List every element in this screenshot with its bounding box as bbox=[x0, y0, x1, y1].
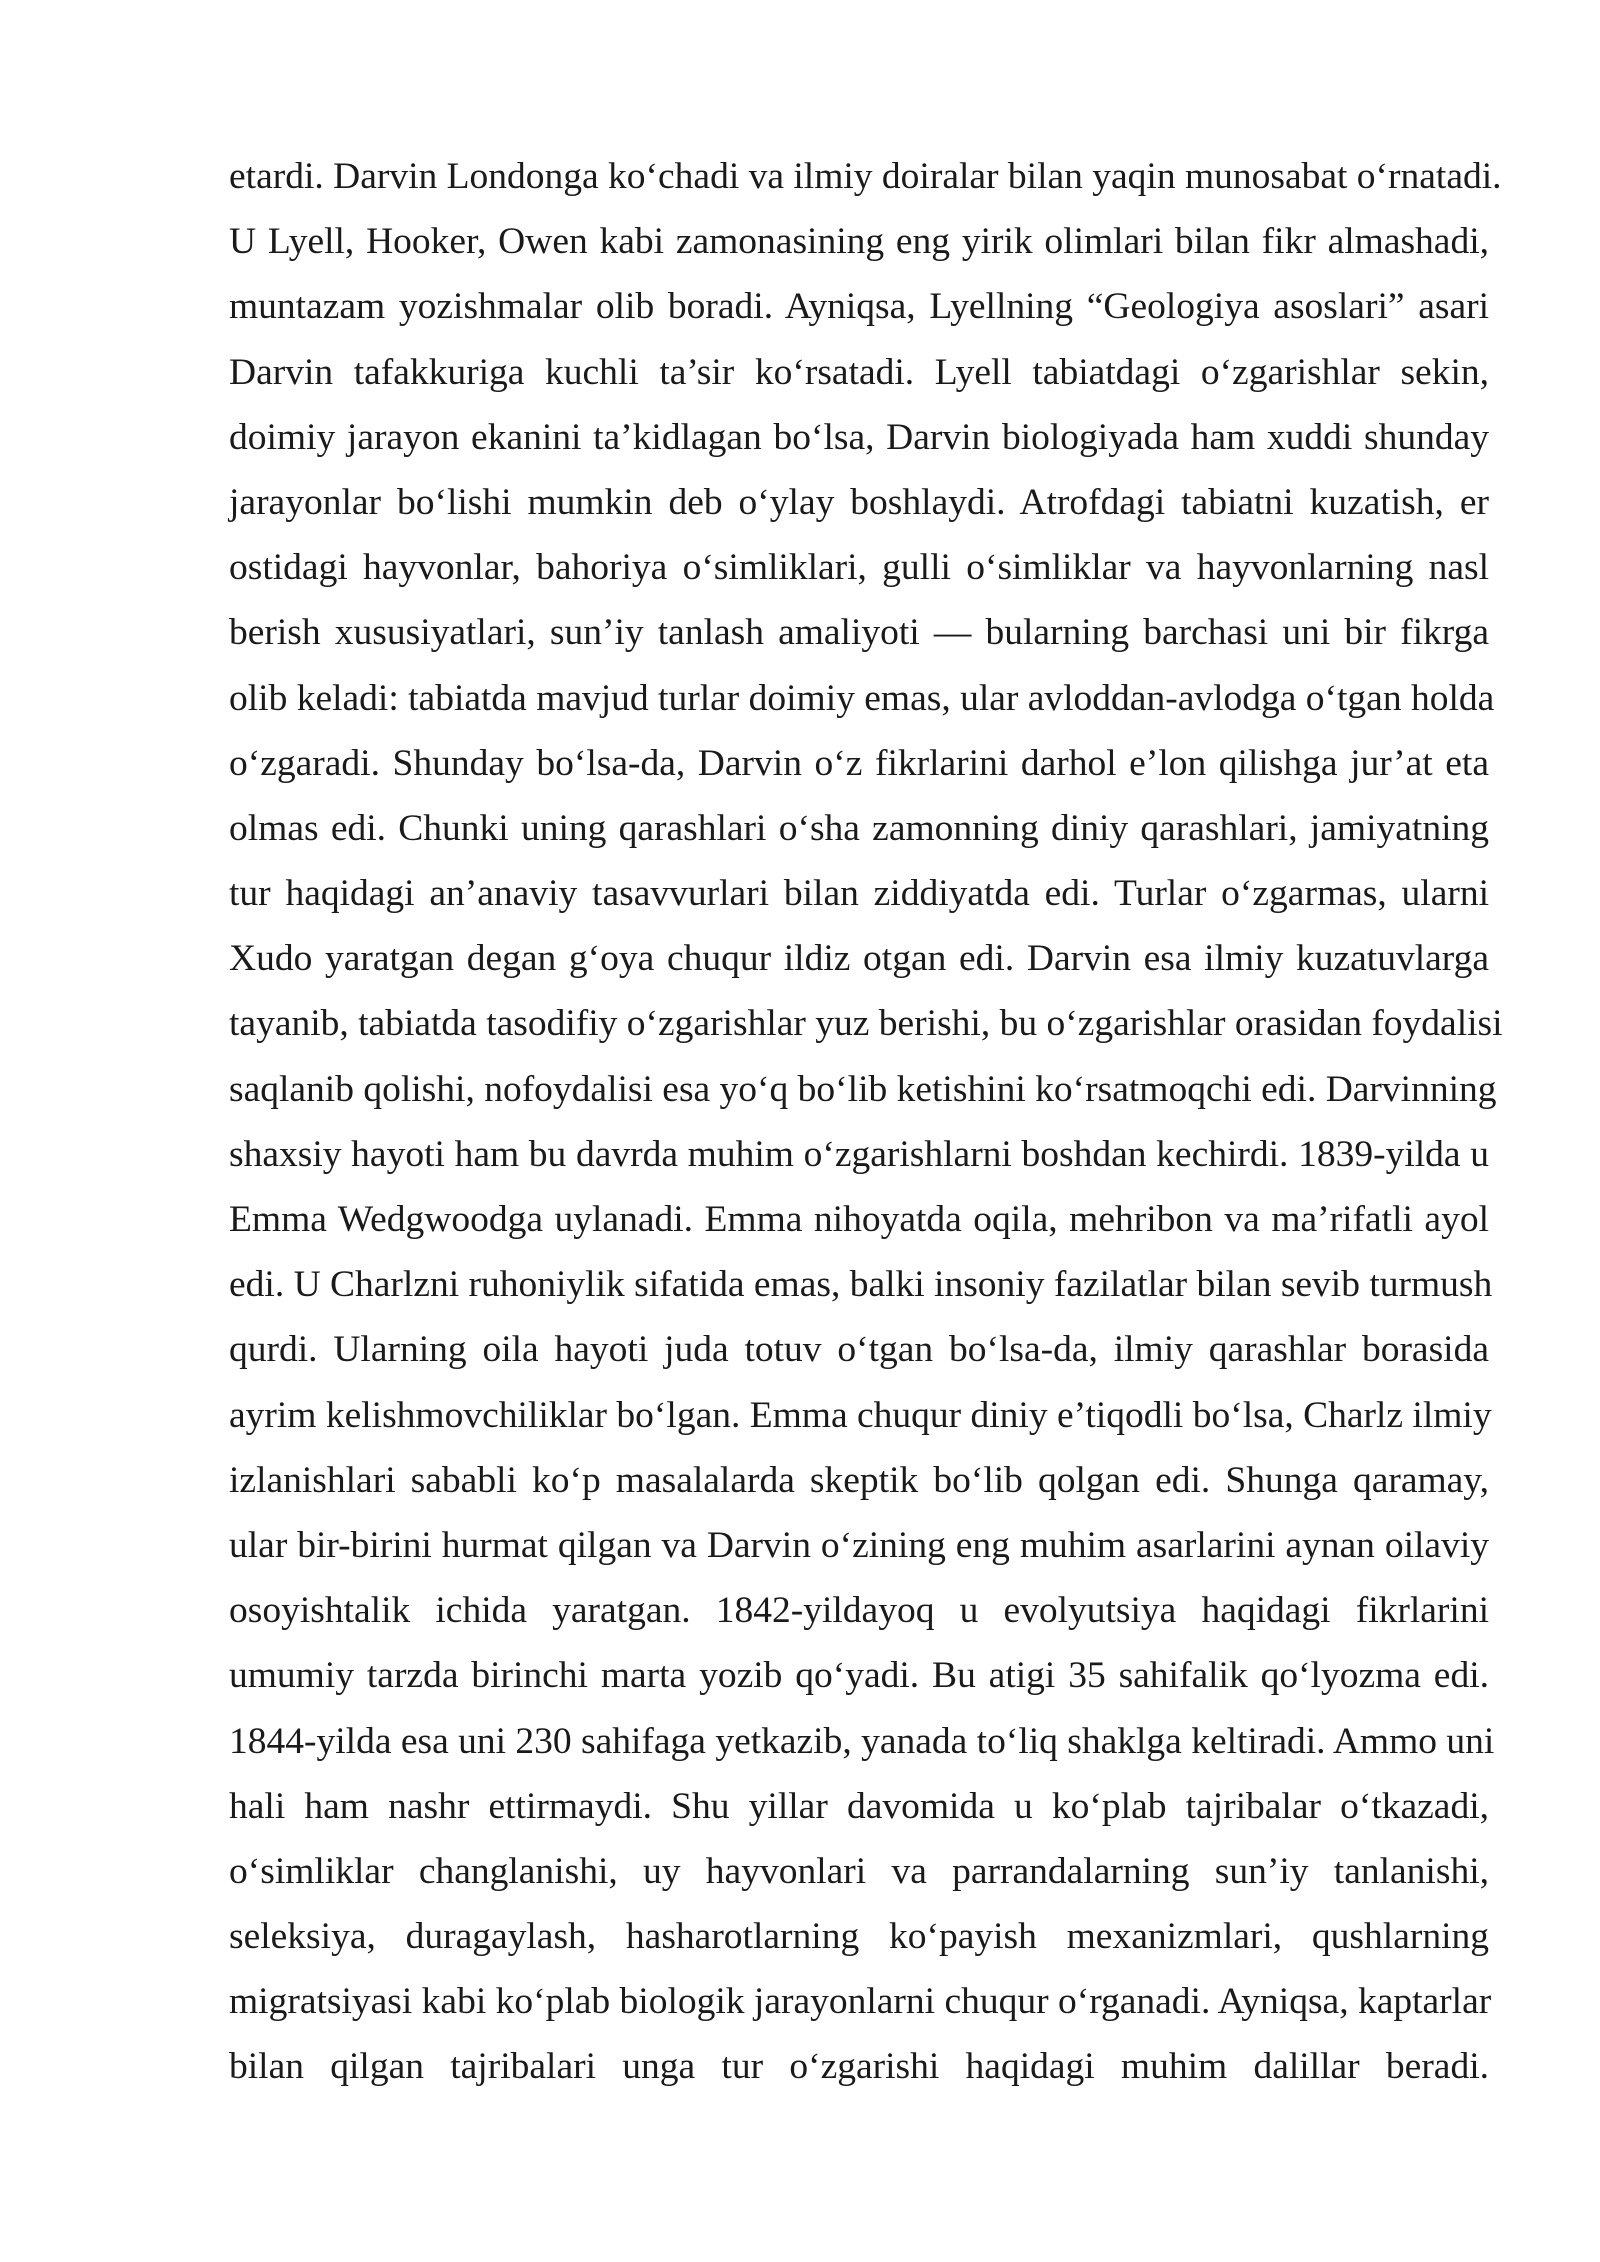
text-line: shaxsiy hayoti ham bu davrda muhim o‘zgarishlarni boshdan kechirdi. 1839-yilda u bbox=[229, 1133, 1489, 1175]
text-line: olib keladi: tabiatda mavjud turlar doimiy emas, ular avloddan-avlodga o‘tgan holda bbox=[229, 677, 1495, 719]
text-line: jarayonlar bo‘lishi mumkin deb o‘ylay boshlaydi. Atrofdagi tabiatni kuzatish, er bbox=[229, 481, 1489, 523]
text-line: saqlanib qolishi, nofoydalisi esa yo‘q bo‘lib ketishini ko‘rsatmoqchi edi. Darvinning bbox=[229, 1068, 1497, 1110]
text-line: osoyishtalik ichida yaratgan. 1842-yildayoq u evolyutsiya haqidagi fikrlarini bbox=[229, 1590, 1489, 1632]
text-line: edi. U Charlzni ruhoniylik sifatida emas, balki insoniy fazilatlar bilan sevib turmush bbox=[229, 1264, 1493, 1306]
text-line: bilan qilgan tajribalari unga tur o‘zgarishi haqidagi muhim dalillar beradi. bbox=[229, 2046, 1489, 2088]
text-line: umumiy tarzda birinchi marta yozib qo‘yadi. Bu atigi 35 sahifalik qo‘lyozma edi. bbox=[229, 1655, 1489, 1697]
text-line: o‘simliklar changlanishi, uy hayvonlari va parrandalarning sun’iy tanlanishi, bbox=[229, 1850, 1489, 1892]
text-line: etardi. Darvin Londonga ko‘chadi va ilmiy doiralar bilan yaqin munosabat o‘rnatadi. bbox=[229, 156, 1502, 197]
text-line: o‘zgaradi. Shunday bo‘lsa-da, Darvin o‘z fikrlarini darhol e’lon qilishga jur’at eta bbox=[229, 742, 1489, 784]
text-line: migratsiyasi kabi ko‘plab biologik jarayonlarni chuqur o‘rganadi. Ayniqsa, kaptarlar bbox=[229, 1981, 1492, 2023]
text-line: muntazam yozishmalar olib boradi. Ayniqsa, Lyellning “Geologiya asoslari” asari bbox=[229, 286, 1489, 328]
text-line: U Lyell, Hooker, Owen kabi zamonasining eng yirik olimlari bilan fikr almashadi, bbox=[229, 221, 1489, 263]
text-line: seleksiya, duragaylash, hasharotlarning ko‘payish mexanizmlari, qushlarning bbox=[229, 1916, 1489, 1958]
text-line: tur haqidagi an’anaviy tasavvurlari bilan ziddiyatda edi. Turlar o‘zgarmas, ularni bbox=[229, 873, 1489, 915]
text-line: tayanib, tabiatda tasodifiy o‘zgarishlar yuz berishi, bu o‘zgarishlar orasidan foydalisi bbox=[229, 1003, 1503, 1045]
text-line: berish xususiyatlari, sun’iy tanlash amaliyoti — bularning barchasi uni bir fikrga bbox=[229, 612, 1489, 654]
text-line: Darvin tafakkuriga kuchli ta’sir ko‘rsatadi. Lyell tabiatdagi o‘zgarishlar sekin, bbox=[229, 351, 1489, 393]
text-line: doimiy jarayon ekanini ta’kidlagan bo‘lsa, Darvin biologiyada ham xuddi shunday bbox=[229, 416, 1489, 458]
text-line: ular bir-birini hurmat qilgan va Darvin o‘zining eng muhim asarlarini aynan oilaviy bbox=[229, 1524, 1489, 1566]
text-line: qurdi. Ularning oila hayoti juda totuv o‘tgan bo‘lsa-da, ilmiy qarashlar borasida bbox=[229, 1329, 1489, 1371]
text-line: Xudo yaratgan degan g‘oya chuqur ildiz otgan edi. Darvin esa ilmiy kuzatuvlarga bbox=[229, 938, 1489, 980]
text-line: ostidagi hayvonlar, bahoriya o‘simliklari, gulli o‘simliklar va hayvonlarning nasl bbox=[229, 547, 1489, 589]
text-line: hali ham nashr ettirmaydi. Shu yillar davomida u ko‘plab tajribalar o‘tkazadi, bbox=[229, 1785, 1489, 1827]
text-line: 1844-yilda esa uni 230 sahifaga yetkazib, yanada to‘liq shaklga keltiradi. Ammo uni bbox=[229, 1720, 1495, 1762]
text-line: olmas edi. Chunki uning qarashlari o‘sha zamonning diniy qarashlari, jamiyatning bbox=[229, 807, 1489, 849]
text-line: Emma Wedgwoodga uylanadi. Emma nihoyatda oqila, mehribon va ma’rifatli ayol bbox=[229, 1199, 1489, 1240]
text-line: ayrim kelishmovchiliklar bo‘lgan. Emma chuqur diniy e’tiqodli bo‘lsa, Charlz ilmiy bbox=[229, 1394, 1492, 1436]
text-line: izlanishlari sababli ko‘p masalalarda skeptik bo‘lib qolgan edi. Shunga qaramay, bbox=[229, 1459, 1489, 1501]
body-paragraph bbox=[229, 150, 1503, 2106]
